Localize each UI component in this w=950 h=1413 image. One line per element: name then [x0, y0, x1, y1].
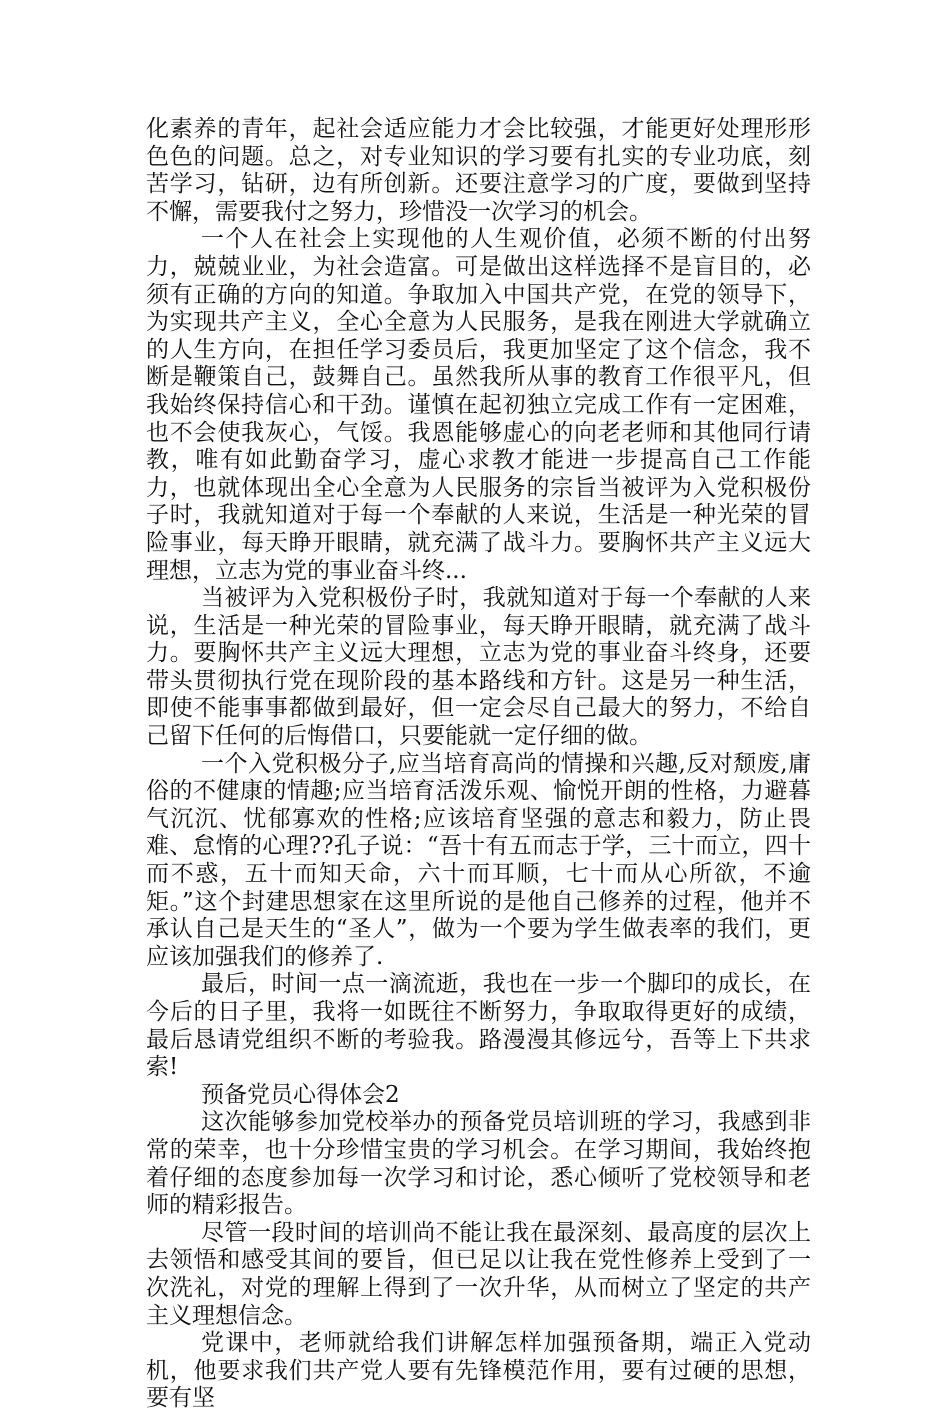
paragraph-3: 当被评为入党积极份子时，我就知道对于每一个奉献的人来说，生活是一种光荣的冒险事业，每天睁开眼睛，就充满了战斗力。要胸怀共产主义远大理想，立志为党的事业奋斗终身，还要带头贯彻执行党在现阶段的基本路线和方针。这是另一种生活，即使不能事事都做到最好，但一定会尽自己最大的努力，不给自己留下任何的后悔借口，只要能就一定仔细的做。: [146, 585, 811, 750]
paragraph-7: 尽管一段时间的培训尚不能让我在最深刻、最高度的层次上去领悟和感受其间的要旨，但已足以让我在党性修养上受到了一次洗礼，对党的理解上得到了一次升华，从而树立了坚定的共产主义理想信念。: [146, 1219, 811, 1329]
paragraph-4: 一个入党积极分子,应当培育高尚的情操和兴趣,反对颓废,庸俗的不健康的情趣;应当培育活泼乐观、愉悦开朗的性格，力避暮气沉沉、忧郁寡欢的性格;应该培育坚强的意志和毅力，防止畏难、怠惰的心理??孔子说：“吾十有五而志于学，三十而立，四十而不惑，五十而知天命，六十而耳顺，七十而从心所欲，不逾矩。”这个封建思想家在这里所说的是他自己修养的过程，他并不承认自己是天生的“圣人”，做为一个要为学生做表率的我们，更应该加强我们的修养了.: [146, 750, 811, 970]
section-heading: 预备党员心得体会2: [201, 1081, 400, 1108]
paragraph-2: 一个人在社会上实现他的人生观价值，必须不断的付出努力，兢兢业业，为社会造富。可是做出这样选择不是盲目的，必须有正确的方向的知道。争取加入中国共产党，在党的领导下，为实现共产主义，全心全意为人民服务，是我在刚进大学就确立的人生方向，在担任学习委员后，我更加坚定了这个信念，我不断是鞭策自己，鼓舞自己。虽然我所从事的教育工作很平凡，但我始终保持信心和干劲。谨慎在起初独立完成工作有一定困难，也不会使我灰心，气馁。我恩能够虚心的向老老师和其他同行请教，唯有如此勤奋学习，虚心求教才能进一步提高自己工作能力，也就体现出全心全意为人民服务的宗旨当被评为入党积极份子时，我就知道对于每一个奉献的人来说，生活是一种光荣的冒险事业，每天睁开眼睛，就充满了战斗力。要胸怀共产主义远大理想，立志为党的事业奋斗终...: [146, 226, 811, 584]
paragraph-6: 这次能够参加党校举办的预备党员培训班的学习，我感到非常的荣幸，也十分珍惜宝贵的学习机会。在学习期间，我始终抱着仔细的态度参加每一次学习和讨论，悉心倾听了党校领导和老师的精彩报告。: [146, 1109, 811, 1219]
paragraph-8: 党课中，老师就给我们讲解怎样加强预备期，端正入党动机，他要求我们共产党人要有先锋模范作用，要有过硬的思想，要有坚: [146, 1330, 811, 1412]
paragraph-1: 化素养的青年，起社会适应能力才会比较强，才能更好处理形形色色的问题。总之，对专业知识的学习要有扎实的专业功底，刻苦学习，钻研，边有所创新。还要注意学习的广度，要做到坚持不懈，需要我付之努力，珍惜没一次学习的机会。: [146, 116, 811, 225]
document-page: [146, 116, 811, 1413]
paragraph-5: 最后，时间一点一滴流逝，我也在一步一个脚印的成长，在今后的日子里，我将一如既往不断努力，争取取得更好的成绩，最后恳请党组织不断的考验我。路漫漫其修远兮，吾等上下共求索!: [146, 971, 811, 1081]
